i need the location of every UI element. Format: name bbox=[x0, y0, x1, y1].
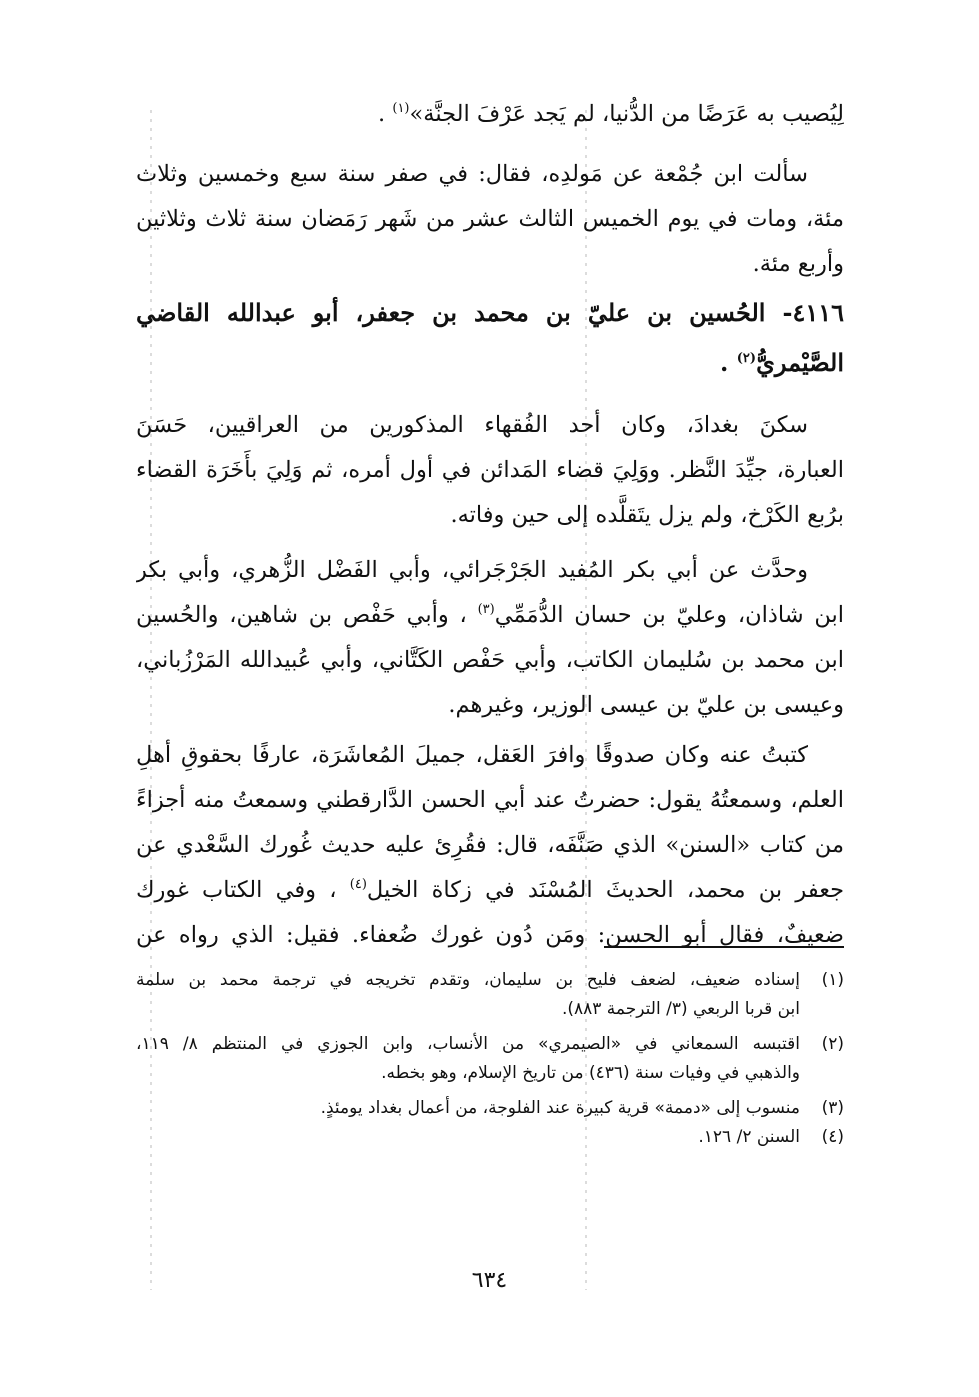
footnote-number: (٢) bbox=[821, 1034, 844, 1054]
footnote-number: (١) bbox=[821, 970, 844, 990]
paragraph-teachers bbox=[136, 548, 844, 728]
footnote-3 bbox=[136, 1094, 844, 1123]
paragraph-quote bbox=[136, 733, 844, 958]
text-run: ابن شاذان، وعليّ بن حسان الدُّمَمِّي bbox=[494, 602, 844, 628]
text-line: وأربع مئة. bbox=[752, 251, 844, 277]
paragraph-biography bbox=[136, 403, 844, 538]
footnote-ref-2[interactable]: (٢) bbox=[736, 351, 757, 366]
text-run: الصَّيْمريُّ bbox=[756, 348, 844, 377]
text-line: سكنَ بغدادَ، وكان أحد الفُقهاء المذكورين من العراقيين، حَسَنَ bbox=[136, 412, 808, 438]
footnote-ref-4[interactable]: (٤) bbox=[349, 877, 367, 892]
text-line bbox=[136, 92, 844, 137]
footnotes bbox=[136, 966, 844, 1152]
text-line bbox=[136, 593, 844, 638]
page-number: ٦٣٤ bbox=[471, 1268, 508, 1293]
footnote-line: والذهبي في وفيات سنة (٤٣٦) من تاريخ الإسلام، وهو بخطه. bbox=[381, 1063, 800, 1083]
footnote-line: اقتبسه السمعاني في «الصيمري» من الأنساب، وابن الجوزي في المنتظم ٨/ ١١٩، bbox=[136, 1034, 800, 1054]
footnote-line: إسناده ضعيف، لضعف فليح بن سليمان، وتقدم تخريجه في ترجمة محمد بن سلمة bbox=[136, 970, 800, 990]
footnote-text bbox=[136, 1123, 800, 1152]
text-line: كتبتُ عنه وكان صدوقًا وافرَ العَقل، جميلَ المُعاشَرَة، عارفًا بحقوقِ أهلِ bbox=[136, 742, 808, 768]
text-line: ابن محمد بن سُليمان الكاتب، وأبي حَفْص الكَتَّاني، وأبي عُبيدالله المَرْزُباني، bbox=[136, 647, 844, 673]
heading-line: ٤١١٦- الحُسين بن عليّ بن محمد بن جعفر، أبو عبدالله القاضي bbox=[136, 298, 844, 327]
text-run: لِيُصيب به عَرَضًا من الدُّنيا، لم يَجد عَرْفَ الجنَّة» bbox=[409, 101, 844, 127]
text-line: ضعيفٌ، فقال أبو الحسن: ومَن دُون غورك ضُعفاء. فقيل: الذي رواه عن bbox=[136, 922, 844, 948]
heading-line bbox=[136, 338, 844, 388]
text-line: وعيسى بن عليّ بن عيسى الوزير، وغيرهم. bbox=[448, 692, 844, 718]
text-run: ، وفي الكتاب غورك bbox=[136, 877, 337, 903]
paragraph-birth-death bbox=[136, 152, 844, 287]
text-line: برُبع الكَرْخ، ولم يزل يتَقلَّده إلى حين وفاته. bbox=[450, 502, 844, 528]
text-run: . bbox=[378, 101, 386, 127]
footnote-4 bbox=[136, 1123, 844, 1152]
text-line: مئة، ومات في يوم الخميس الثالث عشر من شَهر رَمَضان سنة ثلاث وثلاثين bbox=[136, 206, 844, 232]
footnote-number: (٤) bbox=[821, 1127, 844, 1147]
text-line bbox=[136, 868, 844, 913]
footnote-1 bbox=[136, 966, 844, 1024]
text-line: من كتاب «السنن» الذي صَنَّفَه، قال: فقُرِئ عليه حديث غُورك السَّعْدي عن bbox=[136, 832, 844, 858]
footnote-text bbox=[136, 1030, 800, 1088]
footnote-line: ابن قربا الربعي (٣/ الترجمة ٨٨٣). bbox=[561, 999, 800, 1019]
footnote-ref-3[interactable]: (٣) bbox=[477, 602, 495, 617]
entry-heading bbox=[136, 288, 844, 388]
footnote-number: (٣) bbox=[821, 1098, 844, 1118]
text-line: العبارة، جيِّدَ النَّظر. ووَلِيَ قضاء المَدائن في أول أمره، ثم وَلِيَ بأَخَرَة القضاء bbox=[136, 457, 844, 483]
footnote-2 bbox=[136, 1030, 844, 1088]
footnote-line: السنن ٢/ ١٢٦. bbox=[698, 1127, 800, 1147]
footnote-line: منسوب إلى «دممة» قرية كبيرة عند الفلوجة، من أعمال بغداد يومئذٍ. bbox=[320, 1098, 800, 1118]
text-line: العلم، وسمعتُهُ يقول: حضرتُ عند أبي الحسن الدَّارقطني وسمعتُ منه أجزاءً bbox=[136, 787, 844, 813]
paragraph-continuation bbox=[136, 92, 844, 137]
text-run: جعفر بن محمد، الحديثَ المُسْنَد في زكاة الخيل bbox=[366, 877, 844, 903]
footnote-text bbox=[136, 966, 800, 1024]
footnote-separator bbox=[604, 946, 844, 948]
text-run: . bbox=[720, 348, 729, 377]
footnote-ref-1[interactable]: (١) bbox=[392, 101, 410, 116]
text-run: ، وأبي حَفْص بن شاهين، والحُسين bbox=[136, 602, 467, 628]
text-line: سألت ابن جُمْعة عن مَولدِه، فقال: في صفر سنة سبع وخمسين وثلاث bbox=[136, 161, 808, 187]
text-line: وحدَّث عن أبي بكر المُفيد الجَرْجَرائي، وأبي الفَضْل الزُّهري، وأبي بكر bbox=[136, 557, 808, 583]
footnote-text bbox=[136, 1094, 800, 1123]
